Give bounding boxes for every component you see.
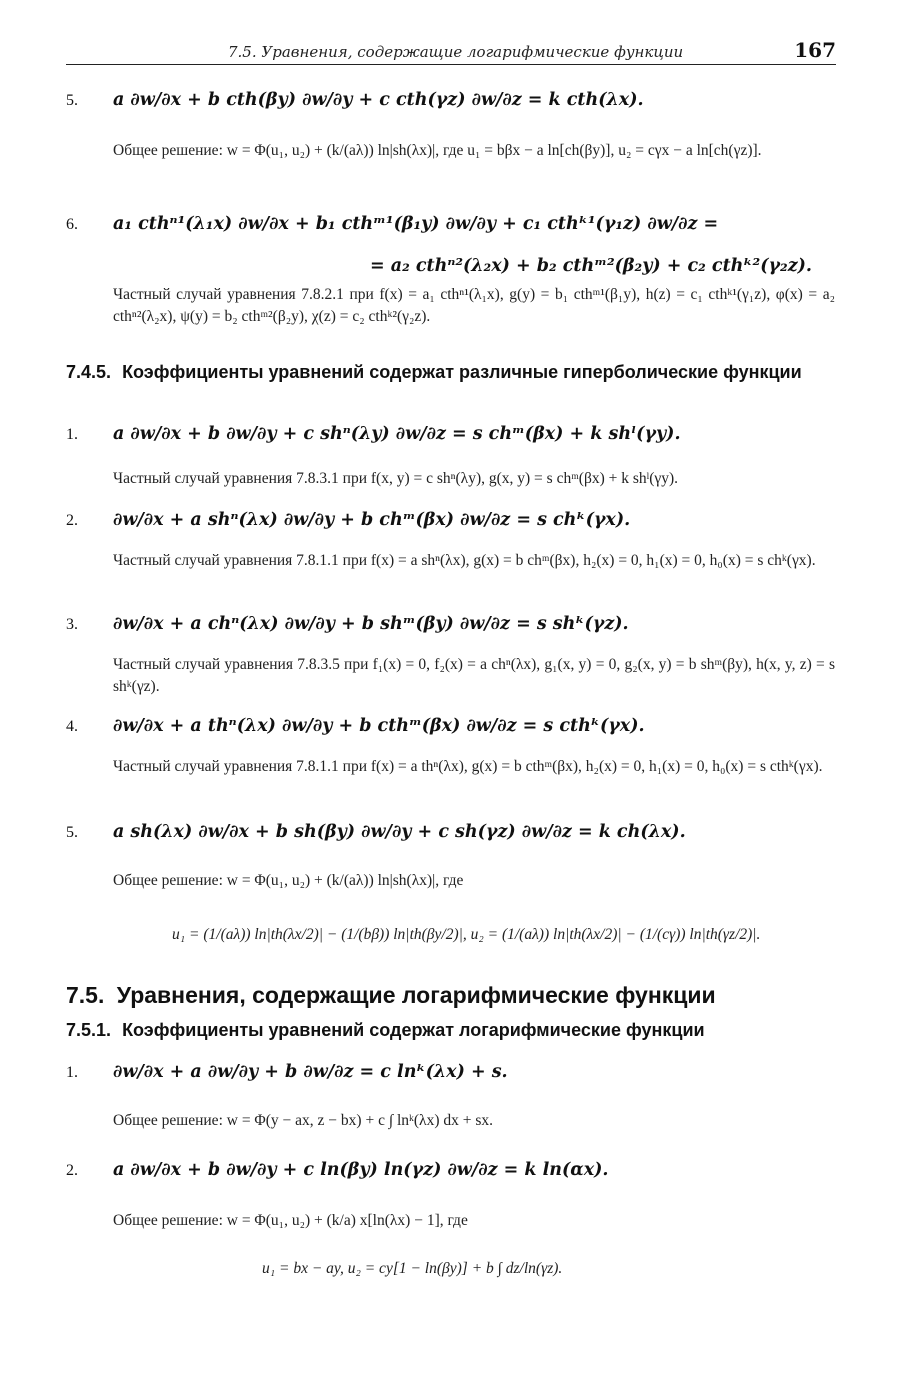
- item-number: 4.: [66, 718, 78, 735]
- equation: a ∂w/∂x + b ∂w/∂y + c shⁿ(λy) ∂w/∂z = s chᵐ(βx) + k shˡ(γy).: [113, 424, 681, 444]
- item-number: 6.: [66, 216, 78, 233]
- item-text: Частный случай уравнения 7.8.1.1 при f(x) = a shⁿ(λx), g(x) = b chᵐ(βx), h₂(x) = 0, h₁(x) = 0, h₀(x) = s chᵏ(γx).: [113, 552, 816, 569]
- item-text: Общее решение: w = Φ(u₁, u₂) + (k/(aλ)) ln|sh(λx)|, где u₁ = bβx − a ln[ch(βy)], u₂ = cγx − a ln[ch(γz)].: [113, 142, 762, 159]
- section-number: 7.5.: [66, 982, 105, 1008]
- equation: ∂w/∂x + a thⁿ(λx) ∂w/∂y + b cthᵐ(βx) ∂w/∂z = s cthᵏ(γx).: [113, 716, 645, 736]
- equation: a₁ cthⁿ¹(λ₁x) ∂w/∂x + b₁ cthᵐ¹(β₁y) ∂w/∂y + c₁ cthᵏ¹(γ₁z) ∂w/∂z =: [113, 214, 719, 234]
- item-text: Частный случай уравнения 7.8.3.1 при f(x, y) = c shⁿ(λy), g(x, y) = s chᵐ(βx) + k shˡ(γy).: [113, 470, 679, 487]
- section-title: Уравнения, содержащие логарифмические функции: [116, 982, 716, 1008]
- subsection-number: 7.4.5.: [66, 362, 112, 382]
- equation: a sh(λx) ∂w/∂x + b sh(βy) ∂w/∂y + c sh(γz) ∂w/∂z = k ch(λx).: [113, 822, 686, 842]
- item-text: Частный случай уравнения 7.8.1.1 при f(x) = a thⁿ(λx), g(x) = b cthᵐ(βx), h₂(x) = 0, h₁(x) = 0, h₀(x) = s cthᵏ(γx).: [113, 758, 823, 775]
- running-header: [66, 40, 836, 65]
- equation: a ∂w/∂x + b ∂w/∂y + c ln(βy) ln(γz) ∂w/∂z = k ln(αx).: [113, 1160, 609, 1180]
- item-number: 3.: [66, 616, 78, 633]
- item-number: 1.: [66, 426, 78, 443]
- display-formula: u₁ = (1/(aλ)) ln|th(λx/2)| − (1/(bβ)) ln|th(βy/2)|, u₂ = (1/(aλ)) ln|th(λx/2)| − (1/(cγ)) ln|th(γz/2)|.: [172, 926, 761, 943]
- item-number: 5.: [66, 92, 78, 109]
- equation: ∂w/∂x + a chⁿ(λx) ∂w/∂y + b shᵐ(βy) ∂w/∂z = s shᵏ(γz).: [113, 614, 629, 634]
- item-number: 2.: [66, 512, 78, 529]
- subsection-title: Коэффициенты уравнений содержат различные гиперболические функции: [122, 362, 802, 382]
- item-text: Общее решение: w = Φ(y − ax, z − bx) + c ∫ lnᵏ(λx) dx + sx.: [113, 1112, 493, 1129]
- equation-continuation: = a₂ cthⁿ²(λ₂x) + b₂ cthᵐ²(β₂y) + c₂ cthᵏ²(γ₂z).: [370, 256, 813, 276]
- section-heading: [66, 982, 716, 1009]
- item-number: 1.: [66, 1064, 78, 1081]
- equation: ∂w/∂x + a shⁿ(λx) ∂w/∂y + b chᵐ(βx) ∂w/∂z = s chᵏ(γx).: [113, 510, 631, 530]
- subsection-heading: [66, 1018, 836, 1042]
- item-text: Частный случай уравнения 7.8.3.5 при f₁(x) = 0, f₂(x) = a chⁿ(λx), g₁(x, y) = 0, g₂(x, y) = b shᵐ(βy), h(x, y, z) = s shᵏ(γz).: [113, 656, 835, 695]
- page-number: 167: [794, 38, 836, 62]
- subsection-title: Коэффициенты уравнений содержат логарифмические функции: [122, 1020, 705, 1040]
- subsection-heading: [66, 360, 836, 384]
- display-formula: u₁ = bx − ay, u₂ = cy[1 − ln(βy)] + b ∫ dz/ln(γz).: [262, 1260, 563, 1277]
- running-title: 7.5. Уравнения, содержащие логарифмические функции: [228, 43, 684, 61]
- item-text: Частный случай уравнения 7.8.2.1 при f(x) = a₁ cthⁿ¹(λ₁x), g(y) = b₁ cthᵐ¹(β₁y), h(z) = c₁ cthᵏ¹(γ₁z), φ(x) = a₂ cthⁿ²(λ₂x), ψ(y) = b₂ cthᵐ²(β₂y), χ(z) = c₂ cthᵏ²(γ₂z).: [113, 286, 835, 325]
- equation: a ∂w/∂x + b cth(βy) ∂w/∂y + c cth(γz) ∂w/∂z = k cth(λx).: [113, 90, 644, 110]
- equation: ∂w/∂x + a ∂w/∂y + b ∂w/∂z = c lnᵏ(λx) + s.: [113, 1062, 508, 1082]
- item-text: Общее решение: w = Φ(u₁, u₂) + (k/a) x[ln(λx) − 1], где: [113, 1212, 468, 1229]
- item-text: Общее решение: w = Φ(u₁, u₂) + (k/(aλ)) ln|sh(λx)|, где: [113, 872, 464, 889]
- item-number: 2.: [66, 1162, 78, 1179]
- item-number: 5.: [66, 824, 78, 841]
- subsection-number: 7.5.1.: [66, 1020, 112, 1040]
